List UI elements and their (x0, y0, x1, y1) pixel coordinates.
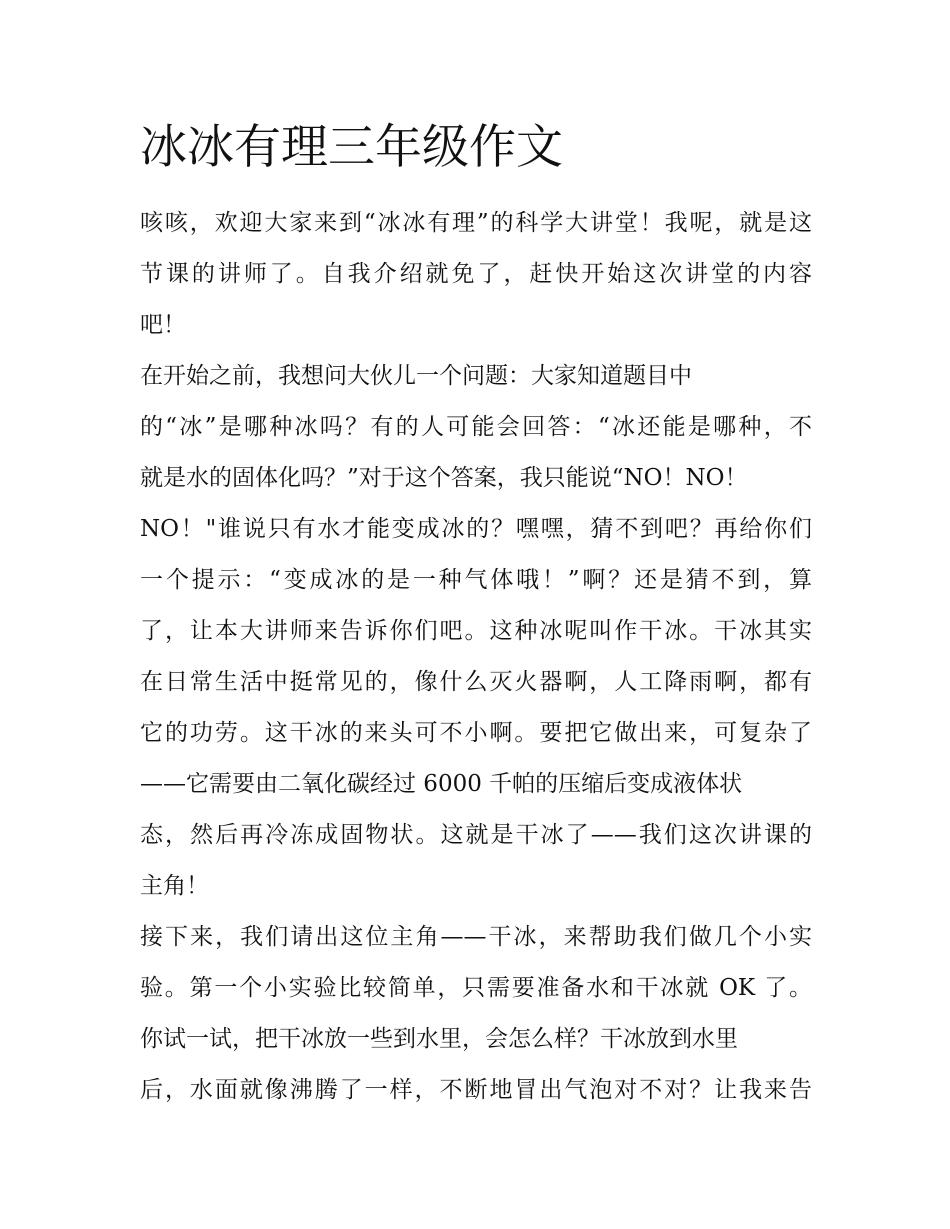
paragraph-line: 你试一试，把干冰放一些到水里，会怎么样？干冰放到水里 (140, 1026, 738, 1052)
paragraph-line: 在开始之前，我想问大伙儿一个问题：大家知道题目中 (140, 363, 692, 389)
paragraph-line: 咳咳，欢迎大家来到“冰冰有理”的科学大讲堂！我呢，就是这 (140, 210, 812, 236)
paragraph-line: 就是水的固体化吗？”对于这个答案，我只能说“NO！NO！ (140, 465, 748, 491)
paragraph-line: 后，水面就像沸腾了一样，不断地冒出气泡对不对？让我来告 (140, 1077, 812, 1103)
paragraph-line: 验。第一个小实验比较简单，只需要准备水和干冰就 OK 了。 (140, 975, 812, 1001)
page-title: 冰冰有理三年级作文 (140, 120, 563, 175)
paragraph-line: 节课的讲师了。自我介绍就免了，赶快开始这次讲堂的内容 (140, 261, 812, 287)
article-body (140, 198, 812, 1116)
paragraph-line: 吧！ (140, 312, 186, 338)
paragraph-line: 主角！ (140, 873, 209, 899)
paragraph-line: 态，然后再冷冻成固物状。这就是干冰了——我们这次讲课的 (140, 822, 812, 848)
paragraph-line: 它的功劳。这干冰的来头可不小啊。要把它做出来，可复杂了 (140, 720, 812, 746)
paragraph-line: 了，让本大讲师来告诉你们吧。这种冰呢叫作干冰。干冰其实 (140, 618, 812, 644)
paragraph-line: 的“冰”是哪种冰吗？有的人可能会回答：“冰还能是哪种，不 (140, 414, 812, 440)
paragraph-line: 在日常生活中挺常见的，像什么灭火器啊，人工降雨啊，都有 (140, 669, 812, 695)
paragraph-line: ——它需要由二氧化碳经过 6000 千帕的压缩后变成液体状 (140, 771, 743, 797)
paragraph-line: 接下来，我们请出这位主角——干冰，来帮助我们做几个小实 (140, 924, 812, 950)
paragraph-line: NO！"谁说只有水才能变成冰的？嘿嘿，猜不到吧？再给你们 (140, 516, 812, 542)
paragraph-line: 一个提示：“变成冰的是一种气体哦！”啊？还是猜不到，算 (140, 567, 812, 593)
